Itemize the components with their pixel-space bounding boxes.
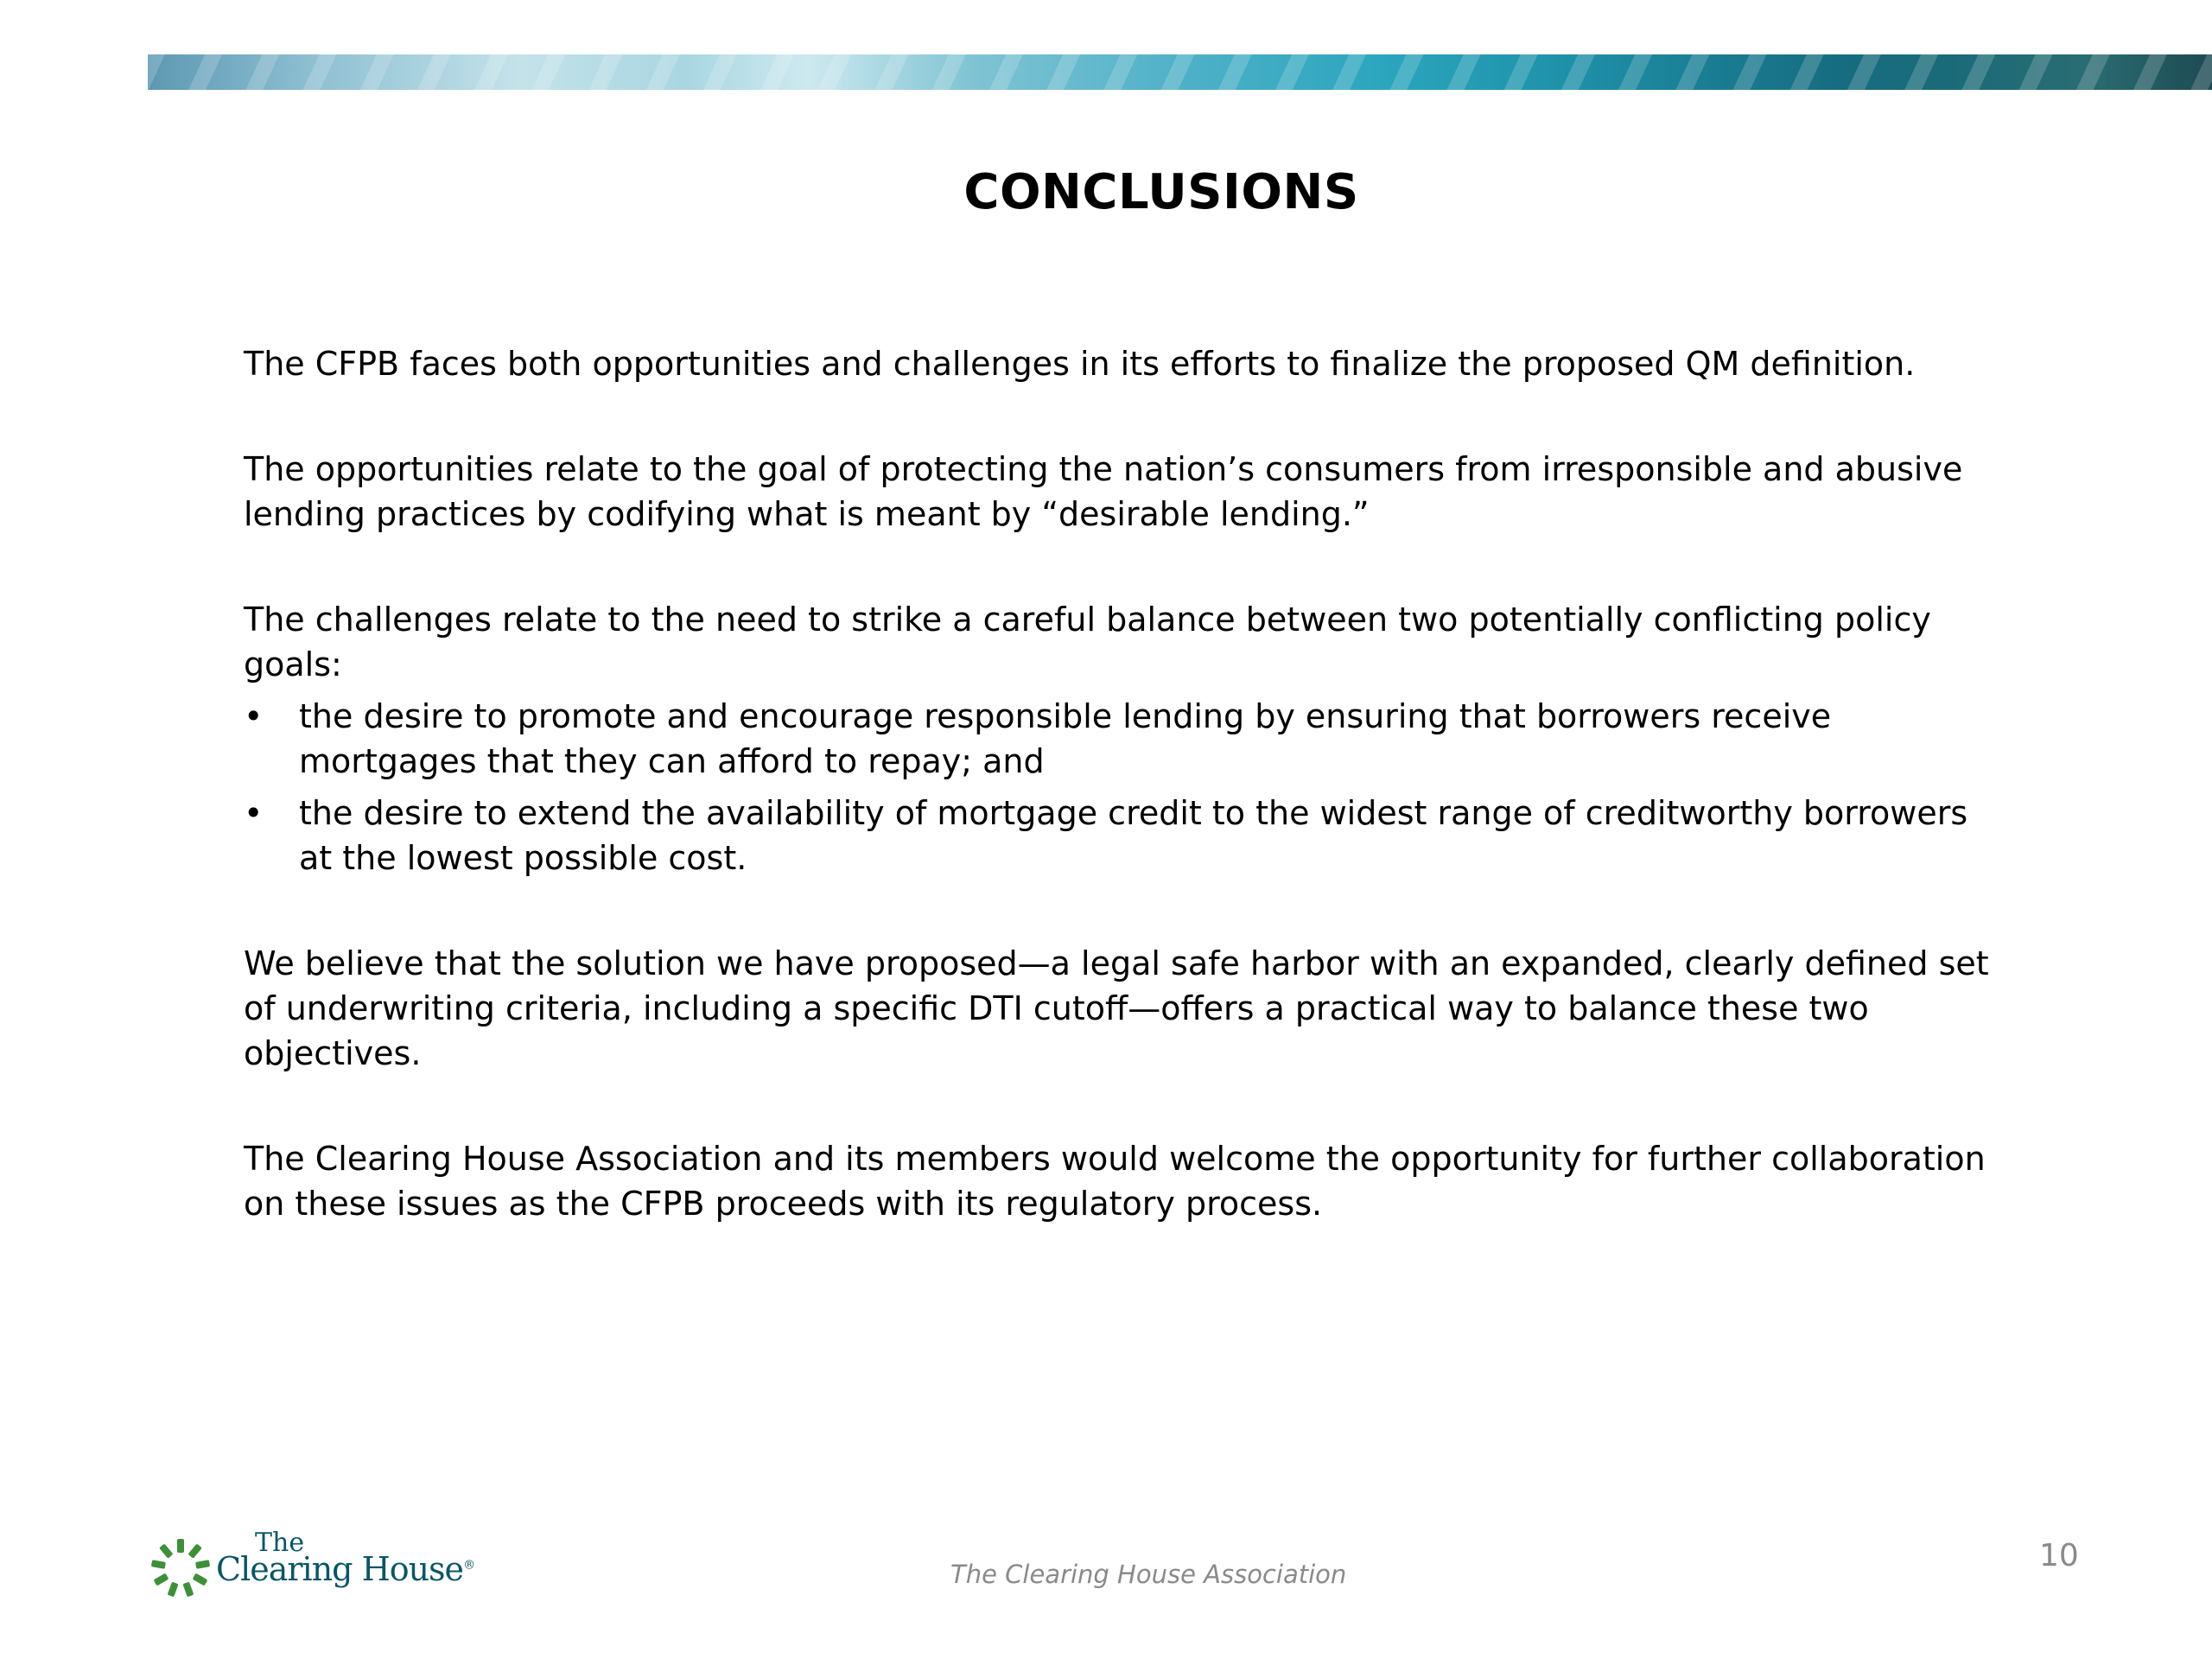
top-banner <box>148 54 2212 90</box>
logo-name: Clearing House <box>216 1550 464 1588</box>
list-item: • the desire to extend the availability of mortgage credit to the widest range of creditworthy borrowers at the lowest possible cost. <box>244 791 1989 880</box>
paragraph-opportunities: The opportunities relate to the goal of protecting the nation’s consumers from irresponsible and abusive lending practices by codifying what is meant by “desirable lending.” <box>244 450 1963 533</box>
paragraph-intro: The CFPB faces both opportunities and challenges in its efforts to finalize the proposed QM definition. <box>244 345 1916 383</box>
paragraph-closing: The Clearing House Association and its members would welcome the opportunity for further collaboration on these issues as the CFPB proceeds with its regulatory process. <box>244 1140 1986 1223</box>
starburst-icon <box>147 1535 214 1602</box>
footer-association-name: The Clearing House Association <box>950 1560 1347 1589</box>
slide-title: CONCLUSIONS <box>963 164 1359 220</box>
registered-mark: ® <box>463 1558 475 1573</box>
paragraph-solution: We believe that the solution we have proposed—a legal safe harbor with an expanded, clearly defined set of underwriting criteria, including a specific DTI cutoff—offers a practical way to balance these two objectives. <box>244 944 1989 1072</box>
challenges-list <box>244 694 1989 880</box>
list-item: • the desire to promote and encourage responsible lending by ensuring that borrowers receive mortgages that they can afford to repay; and <box>244 694 1989 784</box>
slide-content <box>244 341 1989 1287</box>
clearing-house-logo <box>147 1528 475 1605</box>
logo-text-the: The <box>255 1528 305 1558</box>
logo-text-name <box>216 1550 474 1588</box>
paragraph-challenges: The challenges relate to the need to strike a careful balance between two potentially conflicting policy goals: <box>244 601 1931 683</box>
page-number: 10 <box>2039 1538 2079 1573</box>
